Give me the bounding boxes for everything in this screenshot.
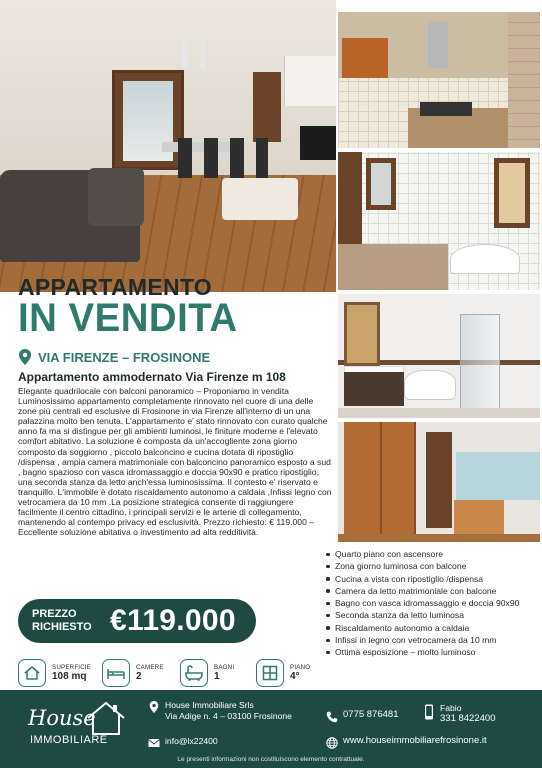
list-item: Ottima esposizione – molto luminoso bbox=[326, 646, 540, 658]
stat-value: 2 bbox=[136, 671, 142, 682]
headline-line2: IN VENDITA bbox=[18, 296, 238, 340]
stat-value: 4° bbox=[290, 671, 300, 682]
price-label-line2: RICHIESTO bbox=[32, 621, 92, 633]
price-label bbox=[32, 608, 110, 634]
list-item: Zona giorno luminosa con balcone bbox=[326, 560, 540, 572]
list-item: Camera da letto matrimoniale con balcone bbox=[326, 585, 540, 597]
address bbox=[18, 349, 210, 365]
stat-label: BAGNI bbox=[214, 664, 235, 671]
list-item: Quarto piano con ascensore bbox=[326, 548, 540, 560]
mobile-contact-name: Fabio bbox=[440, 703, 462, 713]
bathtub-icon bbox=[180, 659, 208, 687]
footer-disclaimer: Le presenti informazioni non costituiscono elemento contrattuale. bbox=[177, 756, 365, 763]
mail-icon bbox=[148, 737, 160, 749]
stat-label: PIANO bbox=[290, 664, 311, 671]
features-list bbox=[326, 548, 540, 659]
window-icon bbox=[256, 659, 284, 687]
mobile-phone-icon bbox=[423, 704, 435, 720]
house-icon bbox=[18, 659, 46, 687]
company-name: House Immobiliare Srls bbox=[165, 700, 254, 710]
bedroom-photo bbox=[336, 420, 542, 544]
location-pin-icon bbox=[148, 701, 160, 713]
location-pin-icon bbox=[18, 349, 32, 365]
address-text: VIA FIRENZE – FROSINONE bbox=[38, 349, 211, 365]
footer-address bbox=[148, 700, 292, 721]
listing-description: Elegante quadrilocale con balconi panoramico – Proponiamo in vendita Luminosissimo appartamento completamente rinnovato nel cuore di una delle zone più centrali ed esclusive di Frosinone in via Firenze all'interno di un una palazzina molto ben tenuta. L'appartamento e' stato rinnovato con curato qualche anno fa ma si distingue per gli ambienti luminosi, le finiture moderne e l'elevato comfort abitativo. La soluzione è composta da un'accogliente zona giorno composto da soggiorno , piccolo balconcino e cucina dotata di ripostiglio /dispensa , ampia camera matrimoniale con balconcino panoramico esposto a sud , bagno spazioso con vasca idromassaggio e doccia 90x90 e pratico ripostiglio, una seconda stanza da letto anch'essa luminosissima. Il contesto e' riservato e tranquillo. L'immobile è dotato riscaldamento autonomo a caldaia ,Infissi legno con vetrocamera da 10 mm .La posizione strategica consente di raggiungere facilmente il centro cittadino, i principali servizi e le arterie di collegamento, mantenendo al contempo privacy ed esclusività. Prezzo richiesto: € 119.000 – Eccellente soluzione abitativa o investimento ad alta redditività. bbox=[18, 386, 332, 538]
price-badge bbox=[18, 599, 256, 643]
list-item: Bagno con vasca idromassaggio e doccia 90x90 bbox=[326, 597, 540, 609]
phone-mobile-text: 331 8422400 bbox=[440, 712, 496, 724]
logo-word-immobiliare: IMMOBILIARE bbox=[30, 734, 108, 746]
bathroom-photo-2 bbox=[336, 292, 542, 420]
footer bbox=[0, 690, 542, 768]
stat-label: CAMERE bbox=[136, 664, 164, 671]
stat-surface bbox=[18, 658, 91, 688]
list-item: Seconda stanza da letto luminosa bbox=[326, 609, 540, 621]
stat-bathrooms bbox=[180, 658, 234, 688]
stat-value: 108 mq bbox=[52, 671, 87, 682]
listing-subtitle: Appartamento ammodernato Via Firenze m 108 bbox=[18, 370, 286, 384]
company-street: Via Adige n. 4 – 03100 Frosinone bbox=[165, 710, 292, 721]
bed-icon bbox=[102, 659, 130, 687]
bathroom-photo-1 bbox=[336, 150, 542, 292]
headline-line1: APPARTAMENTO bbox=[18, 274, 212, 300]
stat-floor bbox=[256, 658, 310, 688]
website-text: www.houseimmobiliarefrosinone.it bbox=[343, 735, 487, 746]
list-item: Infissi in legno con vetrocamera da 10 mm bbox=[326, 634, 540, 646]
list-item: Cucina a vista con ripostiglio /dispensa bbox=[326, 573, 540, 585]
footer-email[interactable] bbox=[148, 736, 218, 749]
footer-phone-office[interactable] bbox=[326, 710, 398, 723]
email-text: info@lx22400 bbox=[165, 736, 218, 746]
stat-rooms bbox=[102, 658, 164, 688]
price-label-line1: PREZZO bbox=[32, 608, 77, 620]
list-item: Riscaldamento autonomo a caldaia bbox=[326, 622, 540, 634]
globe-icon bbox=[326, 737, 338, 749]
footer-phone-mobile[interactable] bbox=[423, 703, 495, 724]
footer-website[interactable] bbox=[326, 736, 487, 749]
price-value: €119.000 bbox=[110, 604, 236, 637]
stat-label: SUPERFICIE bbox=[52, 664, 92, 671]
logo-word-house: House bbox=[28, 706, 96, 730]
stat-value: 1 bbox=[214, 671, 220, 682]
living-room-photo bbox=[0, 0, 336, 292]
phone-icon bbox=[326, 711, 338, 723]
kitchen-photo bbox=[336, 10, 542, 150]
phone-office-text: 0775 876481 bbox=[343, 709, 399, 720]
company-logo bbox=[26, 698, 130, 754]
